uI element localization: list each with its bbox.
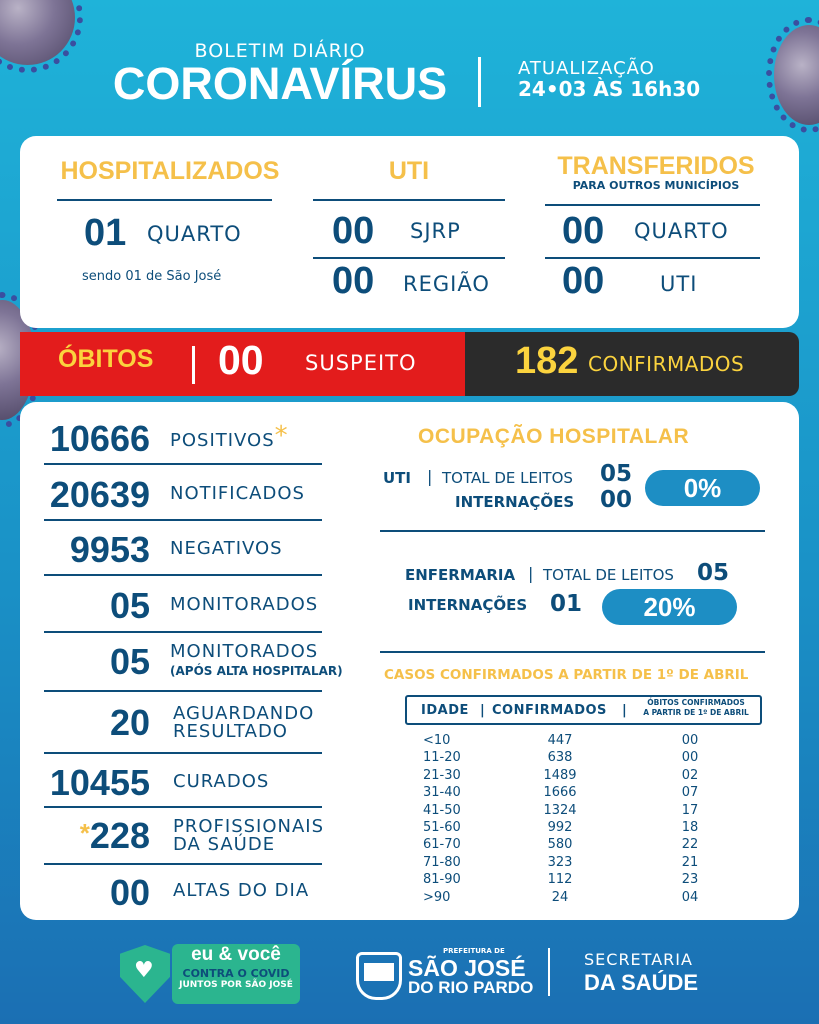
- stat-label-line1: PROFISSIONAIS: [173, 816, 325, 837]
- update-label: ATUALIZAÇÃO: [518, 58, 655, 79]
- ocupacao-uti-intern: 00: [600, 487, 633, 513]
- ocupacao-uti-label: UTI: [383, 469, 411, 487]
- cell-age: 61-70: [423, 837, 461, 853]
- cell-confirmed: 1489: [543, 767, 577, 783]
- stat-aguardando: [20, 702, 320, 752]
- stat-label: NOTIFICADOS: [170, 483, 305, 504]
- obitos-suspect-label: SUSPEITO: [305, 351, 417, 375]
- cell-age: >90: [423, 889, 451, 905]
- stat-divider: [44, 752, 322, 754]
- stat-value-text: 228: [89, 815, 150, 856]
- stat-monitorados: [20, 585, 320, 635]
- cell-age: 21-30: [423, 767, 461, 783]
- ocupacao-title: OCUPAÇÃO HOSPITALAR: [418, 425, 690, 448]
- stat-label-text: POSITIVOS: [170, 430, 275, 451]
- uti-rule-top: [313, 199, 505, 201]
- cell-deaths: 22: [681, 837, 699, 853]
- asterisk-mark: *: [79, 818, 90, 848]
- table-row: [405, 750, 762, 767]
- header-subtitle: BOLETIM DIÁRIO: [194, 40, 366, 62]
- stat-label: ALTAS DO DIA: [173, 880, 310, 901]
- cell-deaths: 00: [681, 750, 699, 766]
- stat-monitorados-pos-alta: [20, 641, 343, 691]
- cases-title: CASOS CONFIRMADOS A PARTIR DE 1º DE ABRIL: [384, 667, 749, 683]
- obitos-confirmed-count: 182: [515, 340, 579, 382]
- hospitalized-label: QUARTO: [147, 222, 242, 246]
- ocupacao-divider-bottom: [380, 651, 765, 653]
- cell-age: 81-90: [423, 872, 461, 888]
- uti-header: [313, 157, 505, 186]
- ocupacao-uti-total: 05: [600, 461, 633, 487]
- transferidos-rule-top: [545, 204, 760, 206]
- campaign-badge: [172, 944, 300, 1004]
- stat-label: [173, 818, 324, 854]
- asterisk-mark: *: [274, 421, 289, 451]
- cell-deaths: 21: [681, 854, 699, 870]
- table-row: [405, 820, 762, 837]
- stat-curados: [20, 762, 320, 812]
- transferidos-uti-label: UTI: [660, 272, 698, 296]
- table-row: [405, 890, 762, 907]
- ocupacao-enf-label: ENFERMARIA: [405, 566, 516, 584]
- cell-confirmed: 1324: [543, 802, 577, 818]
- stat-label: MONITORADOS: [170, 594, 319, 615]
- stat-label: [170, 643, 343, 680]
- header-update-block: [518, 58, 700, 101]
- table-row: [405, 768, 762, 785]
- transferidos-uti-count: 00: [562, 260, 605, 302]
- header-title-block: [100, 40, 460, 110]
- ocupacao-uti-separator: |: [427, 467, 433, 486]
- cell-confirmed: 638: [547, 750, 573, 766]
- cell-confirmed: 580: [547, 837, 573, 853]
- table-row: [405, 785, 762, 802]
- stat-value: 20639: [49, 474, 150, 515]
- stat-positivos: [20, 418, 320, 468]
- col-header-separator: |: [622, 703, 628, 718]
- cell-age: 11-20: [423, 750, 461, 766]
- table-row: [405, 872, 762, 889]
- cell-deaths: 07: [681, 785, 699, 801]
- cases-table-header: [405, 695, 762, 725]
- cell-deaths: 02: [681, 767, 699, 783]
- stat-value: 9953: [69, 529, 150, 570]
- ocupacao-divider-top: [380, 530, 765, 532]
- transferidos-rule-mid: [545, 257, 760, 259]
- campaign-line1: CONTRA O COVID: [182, 967, 290, 980]
- ocupacao-enf-intern-label: INTERNAÇÕES: [408, 596, 528, 614]
- cell-deaths: 23: [681, 872, 699, 888]
- virus-illustration-top-right: [774, 25, 819, 125]
- uti-sjrp-count: 00: [332, 210, 375, 252]
- ocupacao-enf-intern: 01: [550, 591, 583, 617]
- secretaria-line1: SECRETARIA: [584, 950, 693, 969]
- col-header-confirmados: CONFIRMADOS: [492, 703, 607, 718]
- cell-deaths: 04: [681, 889, 699, 905]
- campaign-title: eu & você: [191, 944, 281, 965]
- stat-label: [173, 705, 314, 741]
- stat-label-line2: DA SAÚDE: [173, 834, 276, 855]
- transferidos-header: [545, 152, 767, 192]
- obitos-suspect-count: 00: [218, 337, 264, 383]
- stat-label-text: MONITORADOS: [170, 641, 319, 662]
- cell-confirmed: 112: [547, 872, 573, 888]
- hospitalized-count: 01: [84, 212, 127, 254]
- obitos-confirmed-label: CONFIRMADOS: [588, 352, 745, 376]
- stat-value: 05: [109, 585, 150, 626]
- cell-age: <10: [423, 733, 451, 748]
- hospitalized-header: [52, 157, 288, 186]
- city-name-line2: DO RIO PARDO: [408, 978, 534, 997]
- stat-value: 00: [109, 872, 150, 913]
- cell-age: 51-60: [423, 820, 461, 835]
- update-date: 24•03 ÀS 16h30: [518, 77, 701, 101]
- stat-label-line2: RESULTADO: [173, 721, 288, 742]
- city-name-line1: SÃO JOSÉ: [408, 955, 526, 981]
- stat-divider: [44, 690, 322, 692]
- heart-icon: ♥: [134, 958, 154, 983]
- cell-confirmed: 992: [547, 820, 573, 835]
- col-header-separator: |: [480, 703, 486, 718]
- stat-value: 10455: [49, 762, 150, 803]
- stat-divider: [44, 806, 322, 808]
- transferidos-quarto-count: 00: [562, 210, 605, 252]
- header-title: CORONAVÍRUS: [112, 58, 448, 109]
- table-row: [405, 733, 762, 750]
- stat-divider: [44, 574, 322, 576]
- cell-confirmed: 323: [547, 854, 573, 870]
- uti-regiao-label: REGIÃO: [403, 272, 490, 296]
- stat-profissionais: [20, 815, 325, 865]
- stat-label-line1: AGUARDANDO: [173, 703, 315, 724]
- city-crest-inner: [364, 963, 394, 981]
- uti-regiao-count: 00: [332, 260, 375, 302]
- stat-label: CURADOS: [173, 771, 270, 792]
- stat-negativos: [20, 529, 320, 579]
- cell-deaths: 18: [681, 820, 699, 835]
- ocupacao-uti-intern-label: INTERNAÇÕES: [455, 493, 575, 511]
- table-row: [405, 855, 762, 872]
- hospitalized-rule: [57, 199, 272, 201]
- stat-sublabel: (APÓS ALTA HOSPITALAR): [170, 664, 343, 678]
- ocupacao-enf-total-label: TOTAL DE LEITOS: [543, 566, 674, 584]
- transferidos-quarto-label: QUARTO: [634, 219, 729, 243]
- ocupacao-enf-percent: 20%: [602, 589, 737, 625]
- uti-sjrp-label: SJRP: [410, 219, 461, 243]
- cell-age: 41-50: [423, 802, 461, 818]
- footer-divider: [548, 948, 550, 996]
- stat-notificados: [20, 474, 320, 524]
- stat-value: 20: [109, 702, 150, 743]
- cell-deaths: 17: [681, 802, 699, 818]
- cell-age: 71-80: [423, 854, 461, 870]
- col-header-obitos-line1: ÓBITOS CONFIRMADOS: [647, 698, 745, 707]
- campaign-line2: JUNTOS POR SÃO JOSÉ: [179, 980, 293, 990]
- stat-divider: [44, 863, 322, 865]
- ocupacao-enf-separator: |: [528, 564, 534, 583]
- stat-value: 05: [109, 641, 150, 682]
- hospitalized-note: sendo 01 de São José: [82, 269, 222, 284]
- stat-divider: [44, 463, 322, 465]
- virus-illustration-top-left: [0, 0, 75, 65]
- stat-value: 10666: [49, 418, 150, 459]
- ocupacao-enf-total: 05: [697, 560, 730, 586]
- header-divider: [478, 57, 481, 107]
- stat-divider: [44, 519, 322, 521]
- cell-confirmed: 1666: [543, 785, 577, 801]
- obitos-title: ÓBITOS: [58, 345, 154, 373]
- hospitalized-title: HOSPITALIZADOS: [60, 157, 280, 185]
- obitos-divider: [192, 346, 195, 384]
- cell-confirmed: 24: [551, 889, 569, 905]
- uti-rule-mid: [313, 257, 505, 259]
- ocupacao-uti-percent: 0%: [645, 470, 760, 506]
- cell-deaths: 00: [681, 733, 699, 748]
- cell-confirmed: 447: [547, 733, 573, 748]
- uti-title: UTI: [388, 157, 430, 185]
- transferidos-title: TRANSFERIDOS: [557, 152, 755, 180]
- table-row: [405, 803, 762, 820]
- secretaria-line2: DA SAÚDE: [584, 970, 699, 995]
- ocupacao-uti-total-label: TOTAL DE LEITOS: [442, 469, 573, 487]
- stat-altas: [20, 872, 320, 922]
- table-row: [405, 837, 762, 854]
- transferidos-subtitle: PARA OUTROS MUNICÍPIOS: [572, 179, 740, 192]
- stat-divider: [44, 631, 322, 633]
- col-header-obitos-line2: A PARTIR DE 1º DE ABRIL: [643, 708, 749, 717]
- stat-label: NEGATIVOS: [170, 538, 283, 559]
- col-header-idade: IDADE: [421, 703, 469, 718]
- col-header-obitos: [632, 698, 760, 718]
- cell-age: 31-40: [423, 785, 461, 801]
- stat-value: [80, 815, 150, 857]
- stat-label: [170, 421, 289, 451]
- prefeitura-label: PREFEITURA DE: [443, 947, 505, 955]
